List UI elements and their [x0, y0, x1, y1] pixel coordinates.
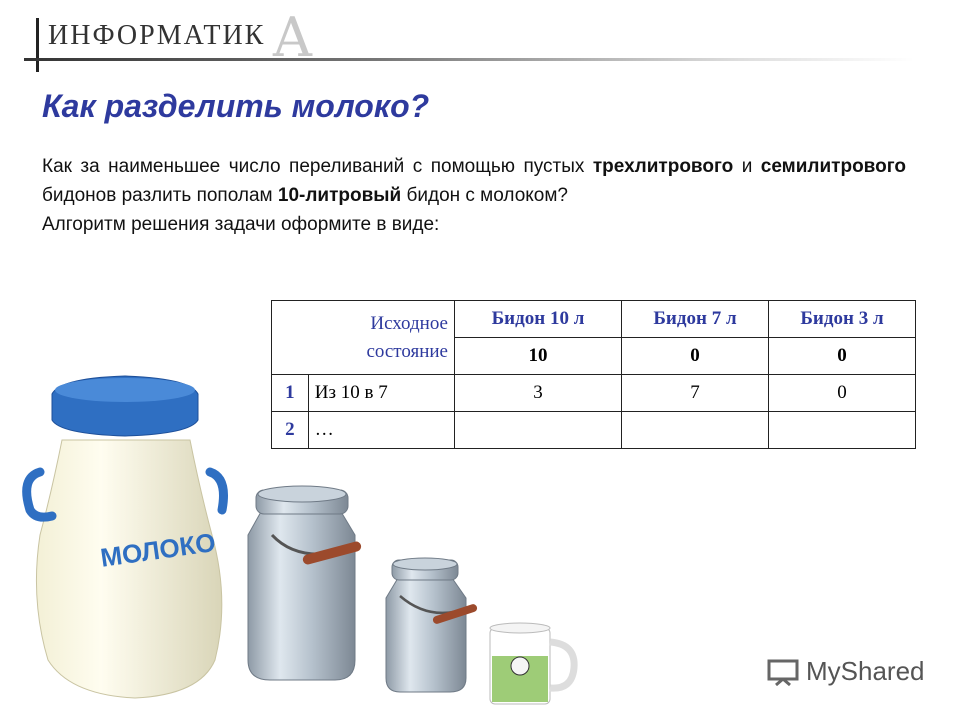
initial-value-3: 0 — [769, 338, 916, 375]
step-value-3 — [769, 412, 916, 449]
initial-label-2: состояние — [366, 340, 448, 362]
milk-cans-illustration — [0, 360, 600, 720]
table-header-row — [272, 301, 916, 338]
task-bold-2: семилитрового — [760, 156, 906, 177]
task-part-2: и — [733, 156, 761, 177]
brand-letter: А — [272, 6, 315, 69]
brand-title — [48, 6, 315, 69]
header-can-7: Бидон 7 л — [622, 301, 769, 338]
task-part-1: Как за наименьшее число переливаний с помощью пустых — [42, 156, 593, 177]
step-action: … — [308, 412, 454, 449]
initial-label-1: Исходное — [370, 312, 448, 334]
myshared-logo — [766, 656, 925, 687]
logo-text: MyShared — [806, 656, 925, 686]
plastic-jug-icon — [27, 376, 224, 698]
initial-value-10: 10 — [455, 338, 622, 375]
brand-text: ИНФОРМАТИК — [48, 20, 266, 51]
initial-value-7: 0 — [622, 338, 769, 375]
step-action: Из 10 в 7 — [308, 375, 454, 412]
header-can-3: Бидон 3 л — [769, 301, 916, 338]
task-part-3: бидонов разлить пополам — [42, 185, 278, 206]
jug-label: МОЛОКО — [98, 526, 218, 573]
step-number: 2 — [272, 412, 309, 449]
task-text — [42, 152, 906, 239]
mug-icon — [490, 623, 574, 704]
task-part-4: бидон с молоком? — [401, 185, 568, 206]
step-value-7: 7 — [622, 375, 769, 412]
header-horizontal-rule — [24, 58, 914, 61]
presentation-icon — [766, 658, 800, 686]
step-value-10: 3 — [455, 375, 622, 412]
task-line-2: Алгоритм решения задачи оформите в виде: — [42, 214, 440, 235]
header-can-10: Бидон 10 л — [455, 301, 622, 338]
task-bold-1: трехлитрового — [592, 156, 734, 177]
step-number: 1 — [272, 375, 309, 412]
slide-title: Как разделить молоко? — [42, 88, 430, 124]
medium-can-icon — [248, 486, 362, 680]
step-value-3: 0 — [769, 375, 916, 412]
task-bold-3: 10-литровый — [277, 185, 402, 206]
step-value-7 — [622, 412, 769, 449]
header-vertical-rule — [36, 18, 39, 72]
small-can-icon — [386, 558, 478, 692]
